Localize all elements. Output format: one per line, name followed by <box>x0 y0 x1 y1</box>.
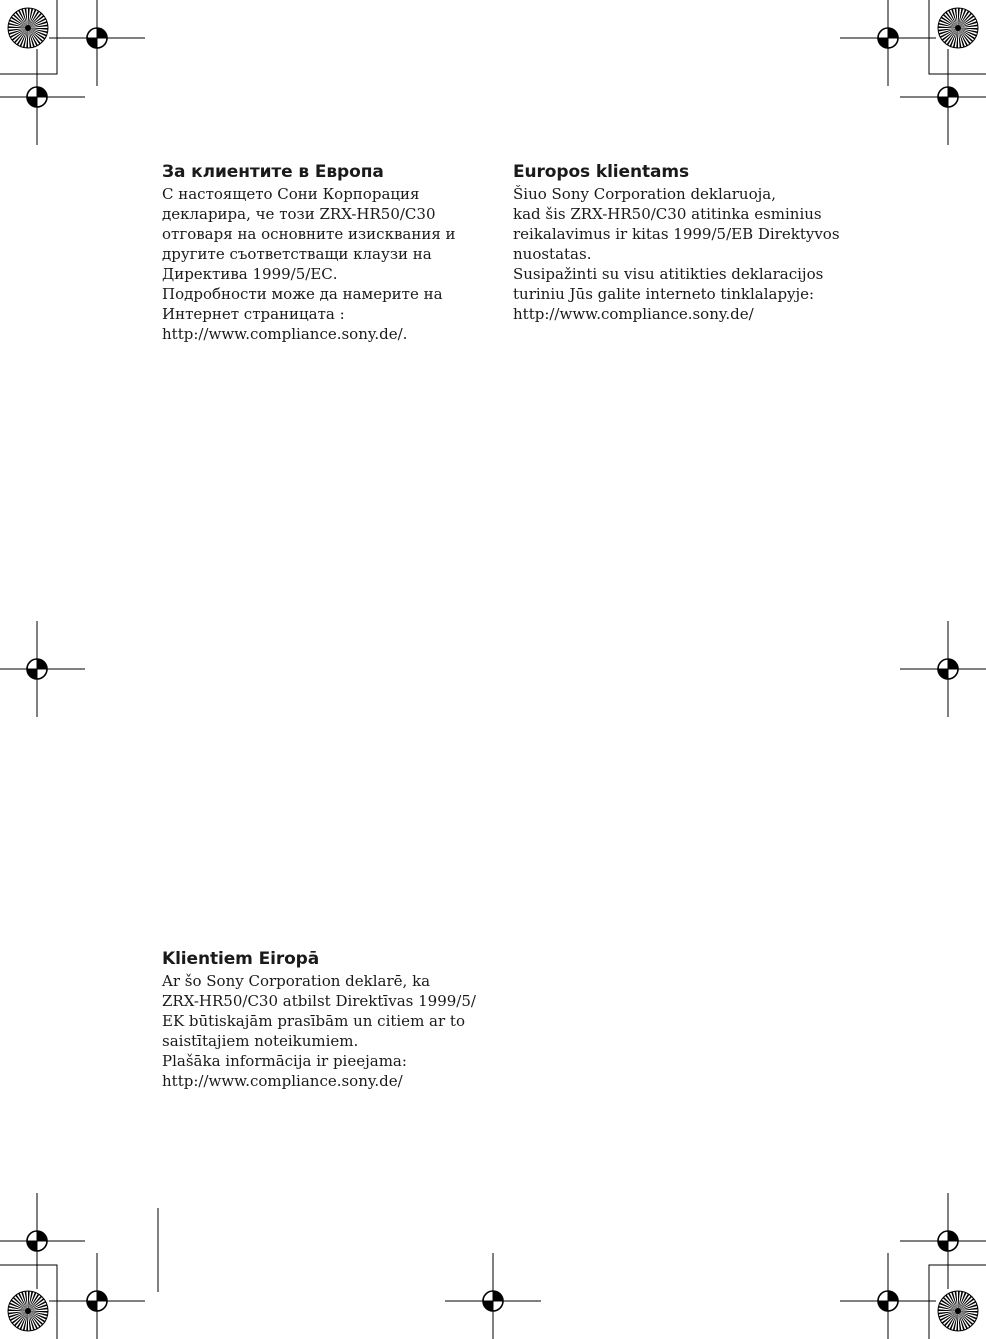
text-line: Интернет страницата : <box>162 305 345 323</box>
heading-latvian: Klientiem Eiropā <box>162 949 320 969</box>
text-line: turiniu Jūs galite interneto tinklalapyje: <box>513 285 815 303</box>
star-target-icon <box>938 8 978 48</box>
text-line: Директива 1999/5/ЕС. <box>162 265 338 283</box>
star-target-icon <box>8 8 48 48</box>
text-line: декларира, че този ZRX-HR50/C30 <box>162 205 436 223</box>
registration-mark-icon <box>445 1253 541 1339</box>
registration-mark-icon <box>840 0 936 86</box>
text-line: Подробности може да намерите на <box>162 285 443 303</box>
registration-mark-icon <box>0 49 85 145</box>
text-line: Ar šo Sony Corporation deklarē, ka <box>162 972 431 990</box>
url-text: http://www.compliance.sony.de/ <box>513 305 754 323</box>
section-lithuanian <box>513 161 843 324</box>
heading-lithuanian: Europos klientams <box>513 162 689 182</box>
registration-mark-icon <box>840 1253 936 1339</box>
text-line: saistītajiem noteikumiem. <box>162 1032 359 1050</box>
registration-mark-icon <box>49 1253 145 1339</box>
text-line: kad šis ZRX-HR50/C30 atitinka esminius <box>513 205 822 223</box>
text-line: nuostatas. <box>513 245 592 263</box>
section-bulgarian <box>162 161 492 344</box>
url-text: http://www.compliance.sony.de/ <box>162 1072 403 1090</box>
registration-mark-icon <box>900 1193 986 1289</box>
text-line: Šiuo Sony Corporation deklaruoja, <box>513 185 776 203</box>
text-line: другите съответстващи клаузи на <box>162 245 432 263</box>
text-line: ZRX-HR50/C30 atbilst Direktīvas 1999/5/ <box>162 992 476 1010</box>
text-line: Plašāka informācija ir pieejama: <box>162 1052 407 1070</box>
registration-mark-icon <box>900 49 986 145</box>
registration-mark-icon <box>49 0 145 86</box>
text-line: отговаря на основните изисквания и <box>162 225 456 243</box>
text-line: Susipažinti su visu atitikties deklaracijos <box>513 265 824 283</box>
registration-mark-icon <box>0 621 85 717</box>
text-line: EK būtiskajām prasībām un citiem ar to <box>162 1012 465 1030</box>
registration-mark-icon <box>900 621 986 717</box>
star-target-icon <box>938 1291 978 1331</box>
url-text: http://www.compliance.sony.de/. <box>162 325 408 343</box>
section-latvian <box>162 948 492 1091</box>
heading-bulgarian: За клиентите в Европа <box>162 162 384 182</box>
registration-mark-icon <box>0 1193 85 1289</box>
text-line: reikalavimus ir kitas 1999/5/EB Direktyvos <box>513 225 840 243</box>
text-line: С настоящето Сони Корпорация <box>162 185 420 203</box>
star-target-icon <box>8 1291 48 1331</box>
